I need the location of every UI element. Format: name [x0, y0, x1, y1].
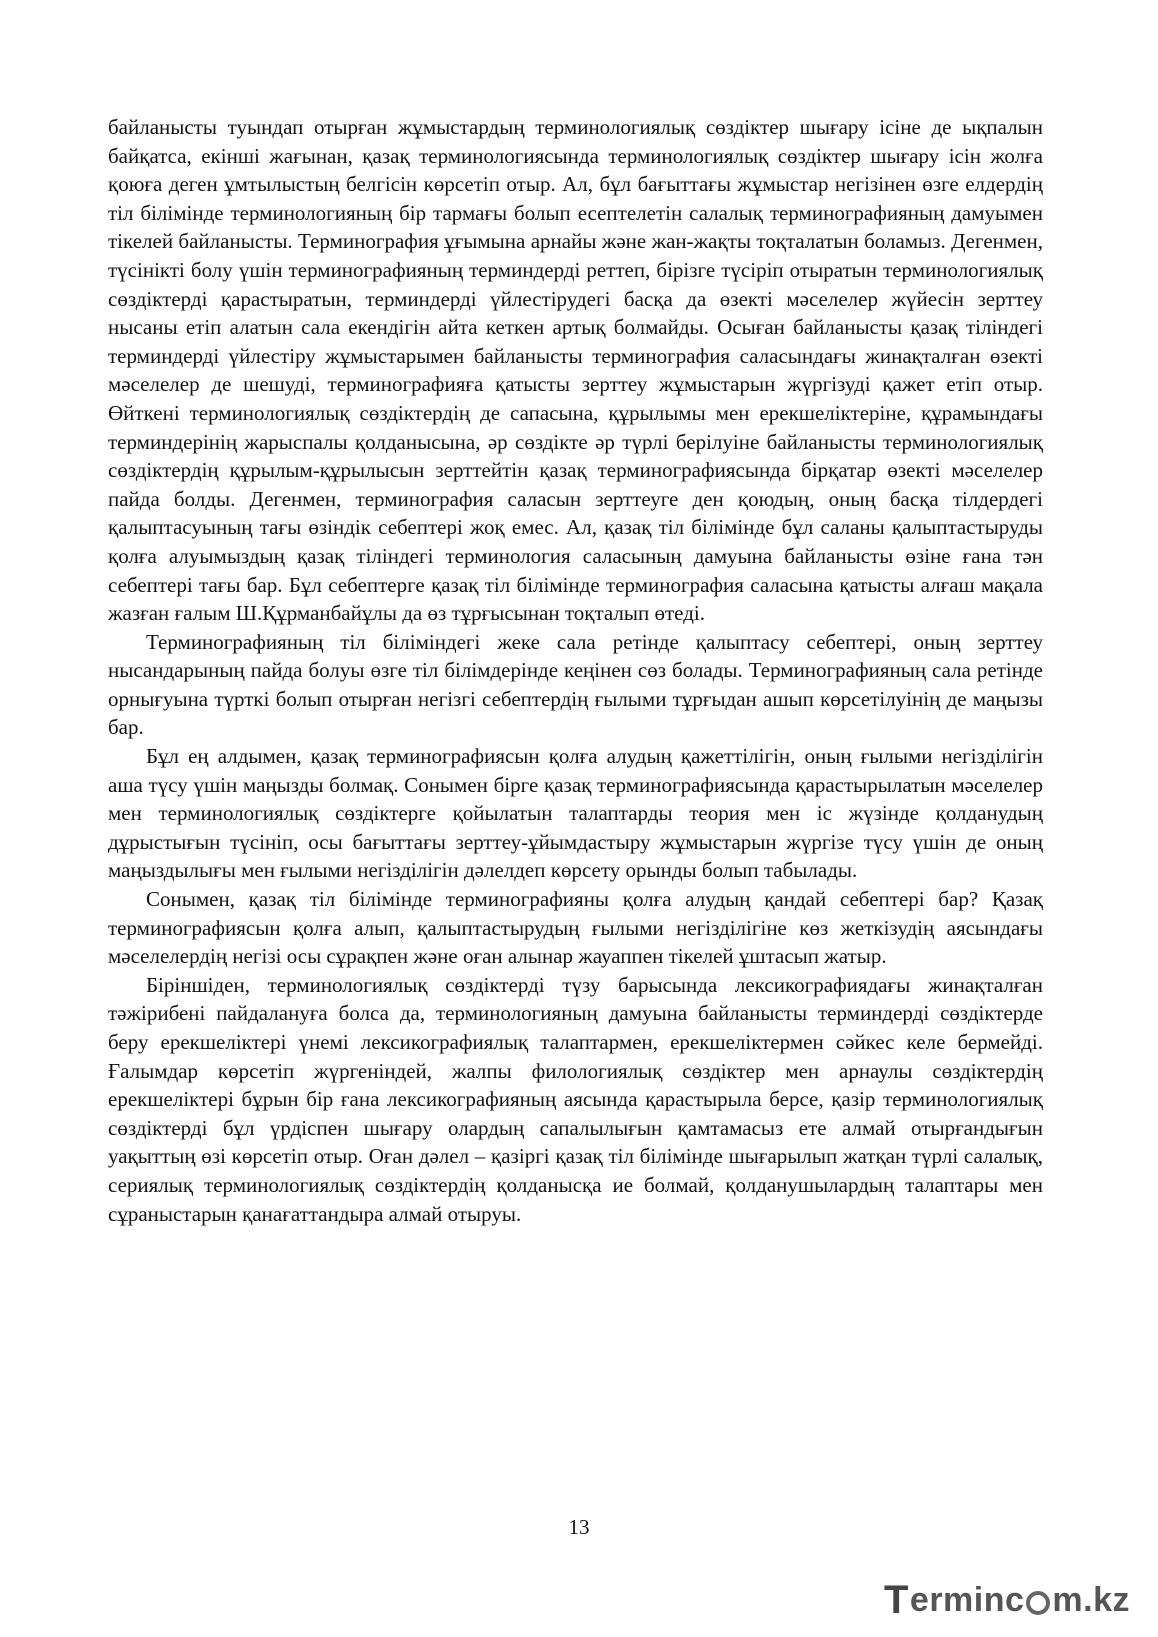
logo-text-last: m.kz	[1052, 1580, 1130, 1619]
logo-text-middle: erminc	[909, 1580, 1025, 1619]
paragraph-4: Сонымен, қазақ тіл білімінде терминографияны қолға алудың қандай себептері бар? Қазақ терминографиясын қолға алып, қалыптастырудың ғылыми негізділігіне көз жеткізудің аясындағы мәселелердің негізі осы сұрақпен және оған алынар жауаппен тікелей ұштасып жатыр.	[108, 887, 1043, 969]
document-body	[108, 113, 1043, 1228]
logo-ring-icon	[1026, 1591, 1050, 1615]
paragraph-5: Біріншіден, терминологиялық сөздіктерді түзу барысында лексикографиядағы жинақталған тәжірибені пайдалануға болса да, терминологияның дамуына байланысты терминдерді сөздіктерде беру ерекшеліктері үнемі лексикографиялық талаптармен, ерекшеліктермен сәйкес келе бермейді. Ғалымдар көрсетіп жүргеніндей, жалпы филологиялық сөздіктер мен арнаулы сөздіктердің ерекшеліктері бұрын бір ғана лексикографияның аясында қарастырыла берсе, қазір терминологиялық сөздіктерді бұл үрдіспен шығару олардың сапалылығын қамтамасыз ете алмай отырғандығын уақыттың өзі көрсетіп отыр. Оған дәлел – қазіргі қазақ тіл білімінде шығарылып жатқан түрлі салалық, сериялық терминологиялық сөздіктердің қолданысқа ие болмай, қолданушылардың талаптары мен сұраныстарын қанағаттандыра алмай отыруы.	[108, 972, 1043, 1226]
paragraph-3: Бұл ең алдымен, қазақ терминографиясын қолға алудың қажеттілігін, оның ғылыми негізділігін аша түсу үшін маңызды болмақ. Сонымен бірге қазақ терминографиясында қарастырылатын мәселелер мен терминологиялық сөздіктерге қойылатын талаптарды теория мен іс жүзінде қолданудың дұрыстығын түсініп, осы бағыттағы зерттеу-ұйымдастыру жұмыстарын жүргізе түсу үшін де оның маңыздылығы мен ғылыми негізділігін дәлелдеп көрсету орынды болып табылады.	[108, 744, 1043, 883]
page-number: 13	[568, 1515, 590, 1539]
paragraph-1: байланысты туындап отырған жұмыстардың терминологиялық сөздіктер шығару ісіне де ықпалын байқатса, екінші жағынан, қазақ терминологиясында терминологиялық сөздіктер шығару ісін жолға қоюға деген ұмтылыстың белгісін көрсетіп отыр. Ал, бұл бағыттағы жұмыстар негізінен өзге елдердің тіл білімінде терминологияның бір тармағы болып есептелетін салалық терминографияның дамуымен тікелей байланысты. Терминография ұғымына арнайы және жан-жақты тоқталатын боламыз. Дегенмен, түсінікті болу үшін терминографияның терминдерді реттеп, бірізге түсіріп отыратын терминологиялық сөздіктерді қарастыратын, терминдерді үйлестірудегі басқа да өзекті мәселелер жүйесін зерттеу нысаны етіп алатын сала екендігін айта кеткен артық болмайды. Осыған байланысты қазақ тіліндегі терминдерді үйлестіру жұмыстарымен байланысты терминография саласындағы жинақталған өзекті мәселелер де шешуді, терминографияға қатысты зерттеу жұмыстарын жүргізуді қажет етіп отыр. Өйткені терминологиялық сөздіктердің де сапасына, құрылымы мен ерекшеліктеріне, құрамындағы терминдерінің жарыспалы қолданысына, әр сөздікте әр түрлі берілуіне байланысты терминологиялық сөздіктердің құрылым-құрылысын зерттейтін қазақ терминографиясында бірқатар өзекті мәселелер пайда болды. Дегенмен, терминография саласын зерттеуге ден қоюдың, оның басқа тілдердегі қалыптасуының тағы өзіндік себептері жоқ емес. Ал, қазақ тіл білімінде бұл саланы қалыптастыруды қолға алуымыздың қазақ тіліндегі терминология саласының дамуына байланысты өзіне ғана тән себептері тағы бар. Бұл себептерге қазақ тіл білімінде терминография саласына қатысты алғаш мақала жазған ғалым Ш.Құрманбайұлы да өз тұрғысынан тоқталып өтеді.	[108, 115, 1043, 626]
paragraph-2: Терминографияның тіл біліміндегі жеке сала ретінде қалыптасу себептері, оның зерттеу нысандарының пайда болуы өзге тіл білімдерінде кеңінен сөз болады. Терминографияның сала ретінде орнығуына түрткі болып отырған негізгі себептердің ғылыми тұрғыдан ашып көрсетілуінің де маңызы бар.	[108, 629, 1043, 740]
termincom-logo	[884, 1578, 1130, 1622]
logo-letter-t: T	[883, 1577, 909, 1622]
